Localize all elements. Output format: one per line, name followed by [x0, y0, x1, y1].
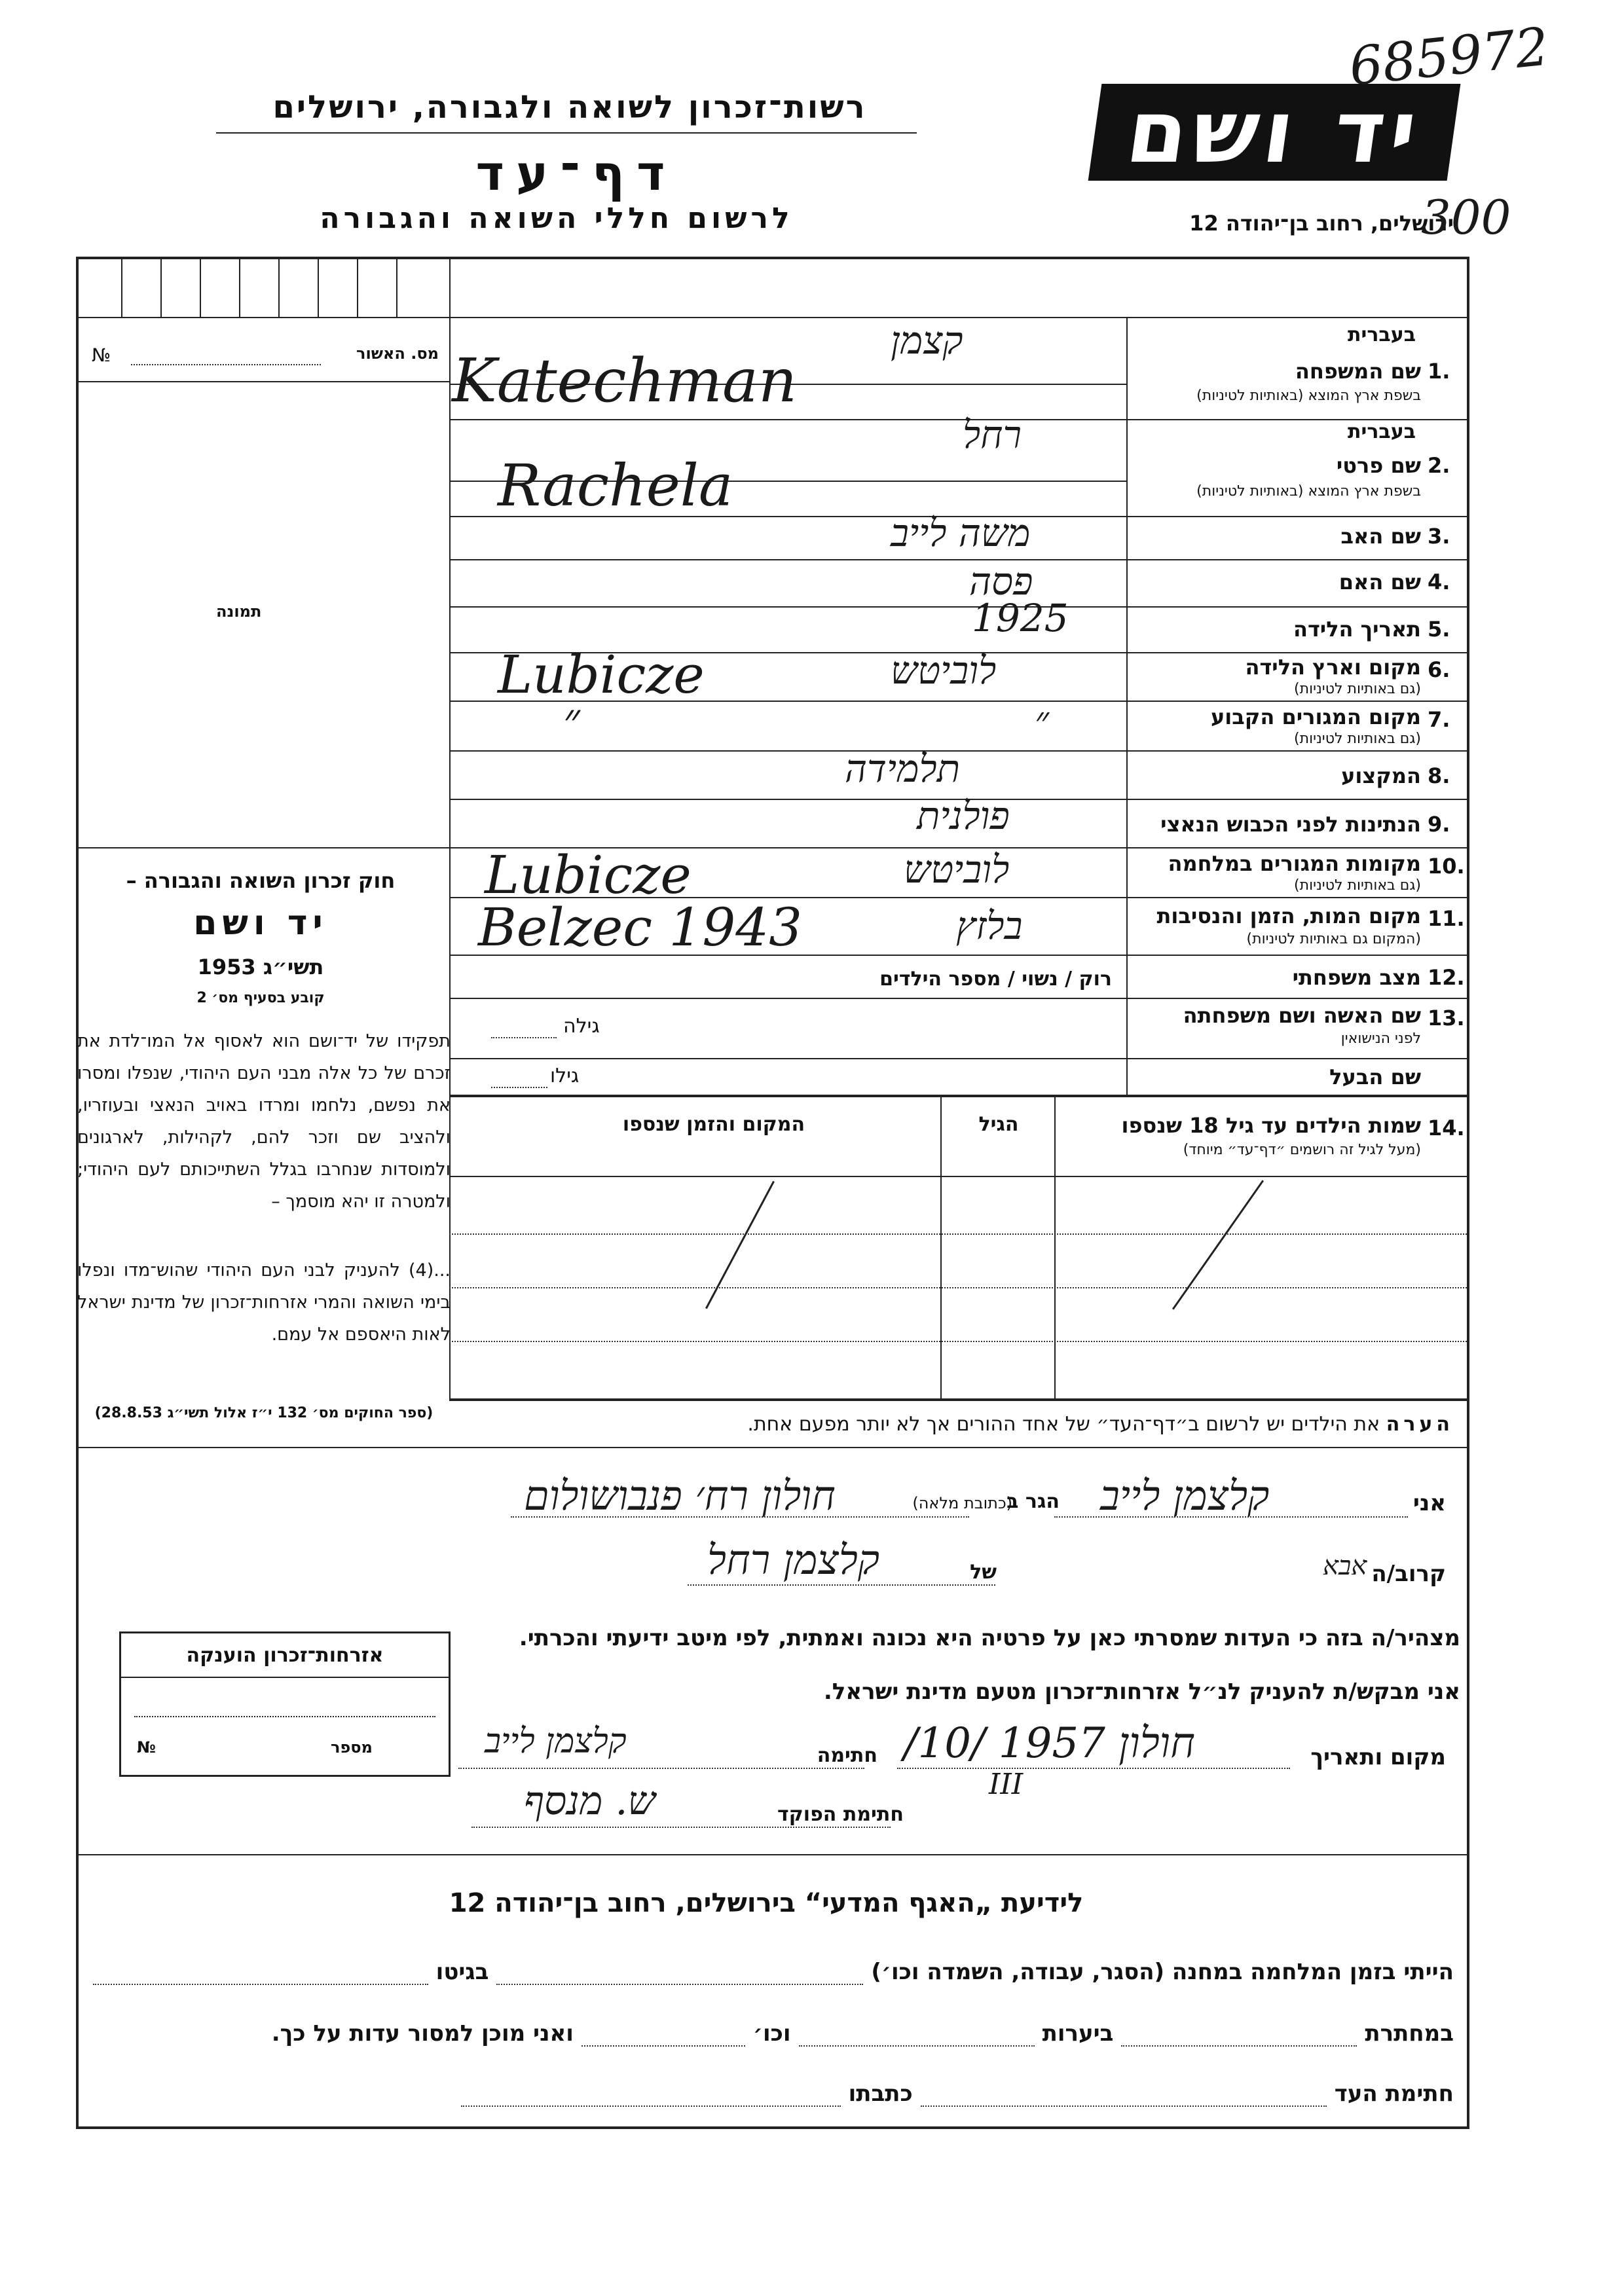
- given-name-latin: Rachela: [498, 452, 733, 519]
- wife-age-line: [491, 1037, 557, 1038]
- approval-row-bottom: [76, 381, 449, 382]
- field-3-label: שם האב: [1340, 524, 1421, 549]
- mother-name: פסה: [969, 559, 1033, 604]
- witness-address-label: כתבתו: [848, 2081, 913, 2107]
- witness-address-line: [461, 2081, 841, 2107]
- footer-line3: [85, 2081, 1454, 2107]
- field-11-number: 11.: [1428, 906, 1465, 931]
- declaration-bottom: [76, 1854, 1467, 1855]
- field-10-number: 10.: [1428, 854, 1465, 879]
- birth-place-hebrew: לוביטש: [891, 648, 997, 693]
- children-header-line: [449, 1176, 1467, 1177]
- footer-line1: [85, 1959, 1454, 1985]
- camp-label: הייתי בזמן המלחמה במחנה (הסגר, עבודה, השמדה וכו׳): [871, 1959, 1454, 1985]
- yad-vashem-logo: [1088, 84, 1461, 181]
- children-row-3: [449, 1341, 1467, 1342]
- field-13-sub: לפני הנישואין: [1340, 1030, 1421, 1047]
- photo-label: תמונה: [216, 602, 262, 621]
- box-divider-8: [396, 257, 397, 317]
- place-date-extra: III: [989, 1768, 1024, 1801]
- stamp-number-label: מספר: [331, 1738, 373, 1757]
- handwritten-number: 685972: [1346, 16, 1552, 98]
- father-name: משה לייב: [891, 511, 1031, 555]
- husband-label: שם הבעל: [1329, 1065, 1421, 1089]
- stamp-mid-line: [134, 1716, 435, 1717]
- field-11-label: מקום המות, הזמן והנסיבות: [1156, 903, 1421, 928]
- relative-label: קרוב/ה: [1371, 1561, 1446, 1587]
- children-age-header: הגיל: [978, 1113, 1019, 1136]
- forests-label: ביערות: [1042, 2020, 1114, 2047]
- field-2-label: שם פרטי: [1336, 453, 1421, 478]
- box-divider-6: [318, 257, 319, 317]
- official-signature-line: [471, 1827, 891, 1828]
- field-4-label: שם האם: [1338, 570, 1421, 594]
- row-line-4: [449, 606, 1467, 608]
- field-1-number: 1.: [1428, 359, 1450, 384]
- row-line-husband: [449, 1095, 1467, 1097]
- relative-of-value: קלצמן רחל: [707, 1536, 880, 1584]
- residence-hebrew: ״: [1035, 698, 1050, 742]
- law-reference: (ספר החוקים מס׳ 132 י״ז אלול תשי״ג 28.8.53): [94, 1405, 434, 1421]
- row-line-13: [449, 1058, 1467, 1059]
- law-year: תשי״ג 1953: [197, 955, 324, 979]
- field-6-sub: (גם באותיות לטיניות): [1294, 681, 1421, 697]
- note-bottom: [76, 1447, 1467, 1448]
- marital-status-options: רוק / נשוי / מספר הילדים: [879, 968, 1112, 991]
- row-line-12: [449, 998, 1467, 999]
- box-divider-7: [357, 257, 358, 317]
- place-date-label: מקום ותאריך: [1310, 1744, 1446, 1770]
- left-column-divider: [449, 257, 451, 1398]
- row-line-3: [449, 559, 1467, 560]
- witness-signature-line: [921, 2081, 1327, 2107]
- box-divider-3: [200, 257, 201, 317]
- official-signature-label: חתימת הפוקד: [777, 1803, 904, 1826]
- children-row-2: [449, 1287, 1467, 1288]
- field-12-label: מצב משפחתי: [1292, 965, 1421, 990]
- full-address-label: (כתובת מלאה): [912, 1494, 1012, 1512]
- approval-number-label: מס. האשור: [356, 344, 439, 363]
- wife-age-label: גילה: [563, 1015, 600, 1038]
- place-date-value: חולון 1957 /10/: [904, 1719, 1195, 1768]
- relative-of-line: [688, 1584, 995, 1586]
- footer-line2: [85, 2020, 1454, 2047]
- declarant-i-label: אני: [1412, 1490, 1446, 1516]
- field-1-sub: בשפת ארץ המוצא (באותיות לטיניות): [1196, 388, 1421, 404]
- resides-label: הגר ב: [1006, 1490, 1060, 1513]
- field-13-label: שם האשה ושם משפחתה: [1183, 1003, 1421, 1028]
- field-2-sub: בשפת ארץ המוצא (באותיות לטיניות): [1196, 483, 1421, 500]
- declarant-address-line: [511, 1516, 969, 1518]
- surname-latin: Katechman: [452, 346, 798, 416]
- law-title: חוק זכרון השואה והגבורה –: [126, 868, 396, 893]
- field-2-number: 2.: [1428, 453, 1450, 478]
- children-row-1: [449, 1233, 1467, 1235]
- law-clause: קובע בסעיף מס׳ 2: [196, 990, 325, 1006]
- witness-signature-label: חתימת העד: [1334, 2081, 1454, 2107]
- death-place-latin: Belzec 1943: [478, 897, 803, 958]
- etc-label: וכו׳: [752, 2020, 791, 2047]
- field-8-label: המקצוע: [1341, 763, 1421, 788]
- field-10-sub: (גם באותיות לטיניות): [1294, 877, 1421, 894]
- residence-latin: ״: [563, 694, 580, 746]
- authority-underline: [216, 132, 917, 134]
- law-text-2: ...(4) להעניק לבני העם היהודי שהוש־מדו ונפלו בימי השואה והמרי אזרחות־זכרון של מדינת ישראל לאות היאספם אל עמם.: [77, 1260, 451, 1345]
- official-signature-value: ש. מנסף: [524, 1778, 655, 1824]
- of-label: של: [970, 1561, 997, 1584]
- surname-hebrew: קצמן: [891, 318, 963, 363]
- authority-name: רשות־זכרון לשואה ולגבורה, ירושלים: [272, 89, 867, 126]
- field-13-number: 13.: [1428, 1006, 1465, 1030]
- box-divider-4: [239, 257, 240, 317]
- husband-age-label: גילו: [550, 1065, 580, 1087]
- field-7-label: מקום המגורים הקבוע: [1210, 704, 1421, 729]
- field-7-number: 7.: [1428, 707, 1450, 732]
- law-text-1: תפקידו של יד־ושם הוא לאסוף אל המו־לדת את זכרם של כל אלה מבני העם היהודי, שנפלו ומסרו את נפשם, נלחמו ומרדו באויב הנאצי ובעוזריו, ולהציב שם וזכר להם, לקהילות, לארגונים ולמוסדות שנחרבו בגלל השתייכותם לעם היהודי; ולמטרה זו יהא מוסמך –: [77, 1031, 451, 1212]
- approval-number-suffix: №: [92, 344, 111, 366]
- children-section-bottom: [449, 1398, 1467, 1401]
- field-1-tag: בעברית: [1348, 323, 1416, 346]
- wartime-residence-hebrew: לוביטש: [904, 847, 1010, 892]
- wartime-residence-latin: Lubicze: [485, 845, 692, 905]
- field-5-number: 5.: [1428, 617, 1450, 642]
- stamp-number-suffix: №: [137, 1738, 156, 1757]
- birth-date: 1925: [972, 596, 1069, 640]
- footer-title: לידיעת „האגף המדעי“ בירושלים, רחוב בן־יהודה 12: [449, 1888, 1084, 1918]
- field-4-number: 4.: [1428, 570, 1450, 594]
- field-2-tag: בעברית: [1348, 420, 1416, 443]
- form-title: דף־עד: [475, 145, 677, 202]
- children-place-header: המקום והזמן שנספו: [622, 1113, 805, 1136]
- stamp-title-line: [121, 1677, 449, 1678]
- note-text: את הילדים יש לרשום ב״דף־העד״ של אחד ההורים אך לא יותר מפעם אחת.: [747, 1413, 1380, 1436]
- declarant-name-line: [1054, 1516, 1408, 1518]
- field-9-label: הנתינות לפני הכבוש הנאצי: [1160, 812, 1421, 837]
- field-5-label: תאריך הלידה: [1293, 617, 1421, 642]
- stamp-title: אזרחות־זכרון הוענקה: [186, 1644, 384, 1667]
- field-3-number: 3.: [1428, 524, 1450, 549]
- given-name-hebrew: רחל: [963, 412, 1022, 457]
- photo-area-bottom: [76, 847, 449, 848]
- approval-number-row: [92, 344, 439, 366]
- logo-text: יד ושם: [1120, 82, 1428, 183]
- field-11-sub: (המקום גם באותיות לטיניות): [1246, 931, 1421, 947]
- box-divider-1: [121, 257, 122, 317]
- camp-line: [496, 1959, 863, 1985]
- profession: תלמידה: [845, 746, 961, 791]
- signature-value: קלצמן לייב: [485, 1722, 627, 1761]
- field-14-number: 14.: [1428, 1116, 1465, 1140]
- approval-number-line: [131, 364, 321, 365]
- forests-line: [799, 2020, 1035, 2047]
- handwritten-corner: 300: [1421, 190, 1511, 245]
- field-1-label: שם המשפחה: [1295, 359, 1421, 384]
- underground-line: [1121, 2020, 1357, 2047]
- ghetto-line: [93, 1959, 428, 1985]
- note-row: [458, 1413, 1454, 1436]
- declaration-statement: מצהיר/ה בזה כי העדות שמסרתי כאן על פרטיה היא נכונה ואמתית, לפי מיטב ידיעתי והכרתי.: [519, 1625, 1460, 1651]
- field-8-number: 8.: [1428, 763, 1450, 788]
- signature-label: חתימה: [817, 1744, 877, 1767]
- relation-value: אבא: [1323, 1551, 1367, 1581]
- etc-line: [581, 2020, 745, 2047]
- birth-place-latin: Lubicze: [498, 644, 705, 705]
- children-age-right: [1054, 1095, 1056, 1398]
- top-box-row-bottom: [76, 317, 1467, 318]
- ghetto-label: בגיטו: [435, 1959, 489, 1985]
- place-date-line: [897, 1768, 1290, 1769]
- address: ירושלים, רחוב בן־יהודה 12: [1189, 211, 1454, 236]
- husband-age-line: [491, 1087, 547, 1088]
- death-place-hebrew: בלזץ: [956, 903, 1023, 948]
- field-6-number: 6.: [1428, 657, 1450, 682]
- nationality: פולנית: [917, 793, 1010, 838]
- label-column-divider: [1126, 317, 1128, 1096]
- declarant-name: קלצמן לייב: [1100, 1472, 1270, 1520]
- row-line-1b: [449, 419, 1467, 420]
- underground-label: במחתרת: [1365, 2020, 1454, 2047]
- children-age-left: [940, 1095, 942, 1398]
- field-12-number: 12.: [1428, 965, 1465, 990]
- box-divider-5: [278, 257, 280, 317]
- field-7-sub: (גם באותיות לטיניות): [1294, 731, 1421, 747]
- citizenship-request: אני מבקש/ת להעניק לנ״ל אזרחות־זכרון מטעם מדינת ישראל.: [823, 1679, 1460, 1705]
- box-divider-2: [160, 257, 162, 317]
- field-6-label: מקום וארץ הלידה: [1245, 655, 1421, 680]
- form-subtitle: לרשום חללי השואה והגבורה: [320, 202, 794, 235]
- field-14-sub: (מעל לגיל זה רושמים ״דף־עד״ מיוחד): [1183, 1142, 1421, 1158]
- declarant-address: חולון רח׳ פנבושולום: [524, 1472, 836, 1520]
- note-label: הערה: [1386, 1413, 1454, 1436]
- citizenship-stamp-box: [119, 1631, 451, 1777]
- law-name: יד ושם: [193, 903, 328, 943]
- field-9-number: 9.: [1428, 812, 1450, 837]
- field-10-label: מקומות המגורים במלחמה: [1168, 851, 1421, 876]
- signature-line: [458, 1768, 864, 1769]
- testimony-statement: ואני מוכן למסור עדות על כך.: [271, 2020, 574, 2047]
- field-14-label: שמות הילדים עד גיל 18 שנספו: [1121, 1113, 1421, 1138]
